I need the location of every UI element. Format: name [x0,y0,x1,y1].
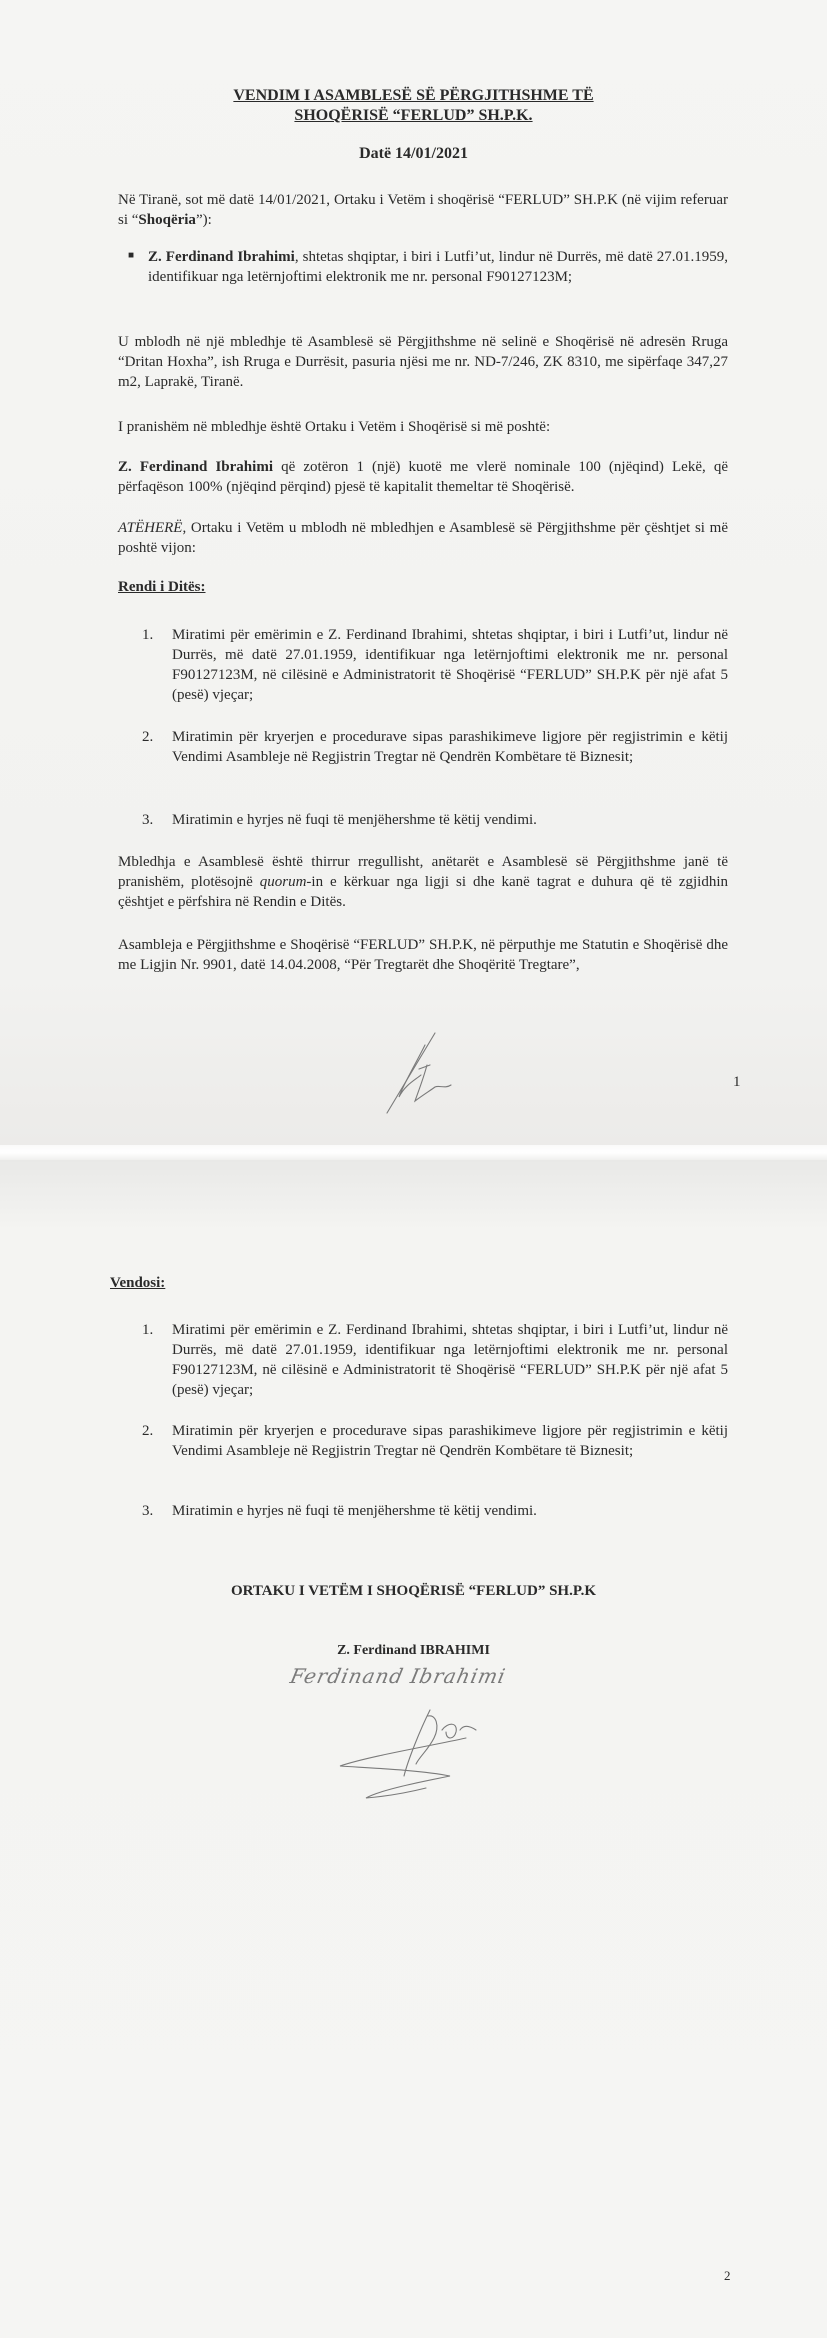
then-keyword: ATËHERË [118,520,183,536]
decision-item-2 [142,1421,728,1461]
agenda-item-1 [142,625,728,705]
decision-item-text: Miratimi për emërimin e Z. Ferdinand Ibrahimi, shtetas shqiptar, i biri i Lutfi’ut, lindur në Durrës, më datë 27.01.1959, identifikuar nga letërnjoftimi elektronik me nr. personal F90127123M, në cilësinë e Administratorit të Shoqërisë “FERLUD” SH.P.K për një afat 5 (pesë) vjeçar; [172,1322,728,1398]
decision-item-3 [142,1501,728,1521]
page-separator [0,1145,827,1160]
intro-text: Në Tiranë, sot më datë 14/01/2021, Ortaku i Vetëm i shoqërisë “FERLUD” SH.P.K (në vijim referuar si “ [118,192,728,228]
agenda-item-2 [142,727,728,767]
decision-item-number: 3. [142,1503,154,1519]
bullet-icon: ■ [128,250,135,261]
then-paragraph [118,518,728,558]
title-line-1: VENDIM I ASAMBLESË SË PËRGJITHSHME TË [233,87,594,104]
meeting-location-paragraph: U mblodh në një mbledhje të Asamblesë së Përgjithshme në selinë e Shoqërisë në adresën Rruga “Dritan Hoxha”, ish Rruga e Durrësit, pasuria njësi me nr. ND-7/246, ZK 8310, me sipërfaqe 347,27 m2, Laprakë, Tiranë. [118,334,728,390]
document-title [0,86,827,126]
agenda-item-text: Miratimi për emërimin e Z. Ferdinand Ibrahimi, shtetas shqiptar, i biri i Lutfi’ut, lindur në Durrës, më datë 27.01.1959, identifikuar nga letërnjoftimi elektronik me nr. personal F90127123M, në cilësinë e Administratorit të Shoqërisë “FERLUD” SH.P.K për një afat 5 (pesë) vjeçar; [172,627,728,703]
decision-item-1 [142,1320,728,1400]
present-paragraph: I pranishëm në mbledhje është Ortaku i Vetëm i Shoqërisë si më poshtë: [118,419,551,435]
decision-item-number: 1. [142,1322,154,1338]
agenda-item-text: Miratimin për kryerjen e procedurave sipas parashikimeve ligjore për regjistrimin e këtij Vendimi Asambleje në Regjistrin Tregtar në Qendrën Kombëtare të Biznesit; [172,729,728,765]
page-number-2: 2 [724,2268,731,2283]
agenda-heading: Rendi i Ditës: [118,579,206,595]
decision-item-text: Miratimin për kryerjen e procedurave sipas parashikimeve ligjore për regjistrimin e këtij Vendimi Asambleje në Regjistrin Tregtar në Qendrën Kombëtare të Biznesit; [172,1423,728,1459]
shareholder-details: , shtetas shqiptar, i biri i Lutfi’ut, lindur në Durrës, më datë 27.01.1959, identifikuar nga letërnjoftimi elektronik me nr. personal F90127123M; [148,249,729,285]
quorum-term: quorum [259,874,307,890]
agenda-item-3 [142,810,728,830]
then-text: , Ortaku i Vetëm u mblodh në mbledhjen e Asamblesë së Përgjithshme për çështjet si më poshtë vijon: [118,520,728,556]
quorum-text-pre: Mbledhja e Asamblesë është thirrur rregullisht, anëtarët e Asamblesë së Përgjithshme janë të pranishëm, plotësojnë [118,854,728,890]
legal-basis-paragraph: Asambleja e Përgjithshme e Shoqërisë “FERLUD” SH.P.K, në përputhje me Statutin e Shoqërisë dhe me Ligjin Nr. 9901, datë 14.04.2008, “Për Tregtarët dhe Shoqëritë Tregtare”, [118,937,728,973]
handwritten-signature [280,1700,580,1820]
initials-signature-page-1 [375,1025,485,1125]
signatory-title: ORTAKU I VETËM I SHOQËRISË “FERLUD” SH.P.K [230,1583,597,1599]
handwritten-name: Ferdinand Ibrahimi [288,1664,509,1688]
shareholder-bullet [148,247,728,287]
signatory-name: Z. Ferdinand IBRAHIMI [337,1643,490,1658]
agenda-item-number: 2. [142,729,154,745]
decision-item-number: 2. [142,1423,154,1439]
intro-tail: ”): [195,212,212,228]
decision-item-text: Miratimin e hyrjes në fuqi të menjëhershme të këtij vendimi. [172,1503,537,1519]
shareholder-name: Z. Ferdinand Ibrahimi [148,249,295,265]
decision-heading: Vendosi: [110,1275,166,1291]
document-date: Datë 14/01/2021 [359,145,468,162]
ownership-paragraph [118,457,728,497]
agenda-item-number: 3. [142,812,154,828]
agenda-item-text: Miratimin e hyrjes në fuqi të menjëhershme të këtij vendimi. [172,812,537,828]
title-line-2: SHOQËRISË “FERLUD” SH.P.K. [294,107,533,124]
quorum-paragraph [118,852,728,912]
intro-bold-term: Shoqëria [138,212,196,228]
ownership-details: që zotëron 1 (një) kuotë me vlerë nominale 100 (njëqind) Lekë, që përfaqëson 100% (njëqind përqind) pjesë të kapitalit themeltar të Shoqërisë. [118,459,728,495]
agenda-item-number: 1. [142,627,154,643]
page-number-1: 1 [733,1074,741,1090]
intro-paragraph [118,190,728,230]
owner-name: Z. Ferdinand Ibrahimi [118,459,273,475]
quorum-text-post: -in e kërkuar nga ligji si dhe kanë tagrat e duhura që të zgjidhin çështjet e përfshira në Rendin e Ditës. [118,874,729,910]
